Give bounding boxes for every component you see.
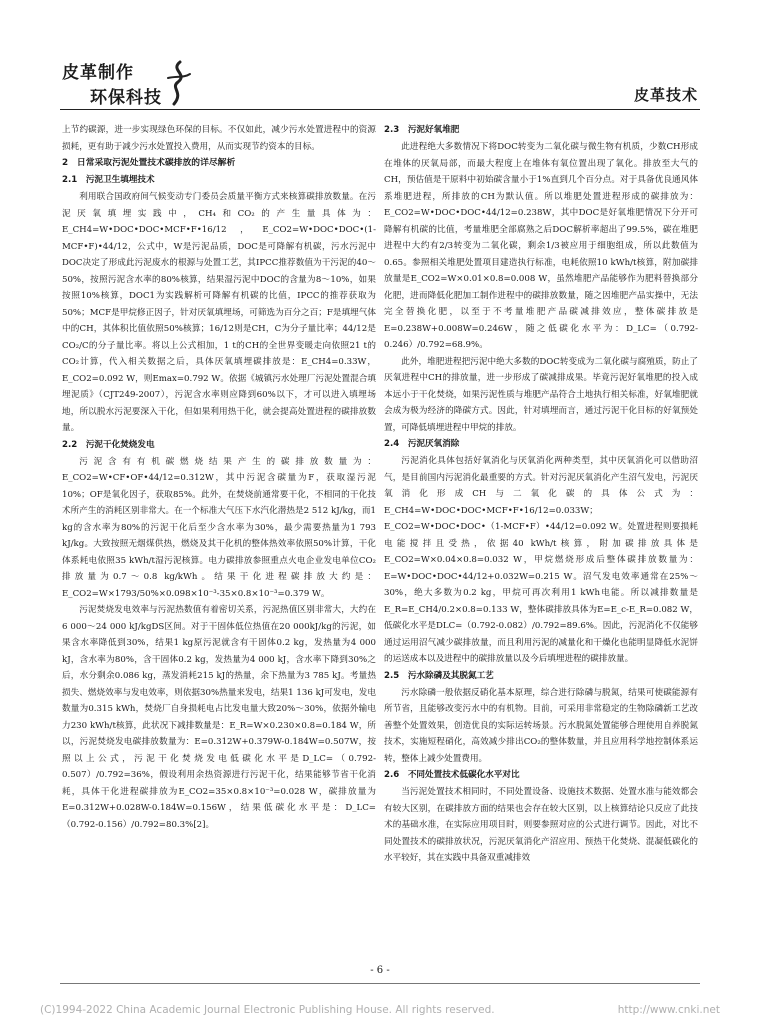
section-2-1-body: 利用联合国政府间气候变动专门委员会质量平衡方式来核算碳排放数量。在污泥厌氧填埋实践中，CH₄和CO₂的产生量具体为：E_CH4=W•DOC•DOC•MCF•F•16/12，E_CO2=W•DOC•DOC•(1-MCF•F)•44/12，公式中，W是污泥品质，DOC是可降解有机碳，污水污泥中DOC决定了形成此污泥废水的根源与处置工艺，其IPCC推荐数值为干污泥的40～50%，按照污泥含水率的80%核算，结果湿污泥中DOC的含量为8～10%，如果按照10%核算，DOC1为实践解析可降解有机碳的比值，IPCC的推荐获取为50%；MCF是甲烷修正因子，针对厌氧填埋场，可筛选为百分之百；F是填埋气体中的CH，其体积比值依照50%核算；16/12则是CH，C为分子量比率；44/12是CO₂/C的分子量比率。将以上公式相加，1 t的CH的全世界变暖走向依照21 t的CO₂计算，代入相关数据之后，具体厌氧填埋碳排放是：E_CH4=0.33W，E_CO2=0.092 W，则Emax=0.792 W。依据《城镇污水处理厂污泥处置混合填埋泥质》（CJT249-2007），污泥含水率则应降到60%以下，才可以进入填埋场地，所以脱水污泥要深入干化，但如果利用热干化，就会提高处置进程的碳排放数量。: [62, 192, 376, 433]
section-2-4-body: 污泥消化具体包括好氧消化与厌氧消化两种类型，其中厌氧消化可以借助沼气，是目前国内污泥消化最重要的方式。针对污泥厌氧消化产生沼气发电，污泥厌氧消化形成CH与二氧化碳的具体公式为：E_CH4=W•DOC•DOC•MCF•F•16/12=0.033W；E_CO2=W•DOC•DOC•（1-MCF•F）•44/12=0.092 W。处置进程则要损耗电能搅拌且受热，依据40 kWh/t核算，附加碳排放具体是E_CO2=W×0.04×0.8=0.032 W，甲烷燃烧形成后整体碳排放数量为：E=W•DOC•DOC•44/12+0.032W=0.215 W。沼气发电效率通常在25%～30%，绝大多数为0.2 kg，甲烷可再次利用1 kWh电能。所以减排数量是E_R=E_CH4/0.2×0.8=0.133 W，整体碳排放具体为E=E_c-E_R=0.082 W，低碳化水平是DLC=（0.792-0.082）/0.792=89.6%。因此，污泥消化不仅能够通过运用沼气减少碳排放量，而且利用污泥的减量化和干燥化也能明显降低水泥饼的运送成本以及进程中的碳排放量以及今后填埋进程的碳排放量。: [384, 456, 698, 664]
section-2-3-heading: 2.3 污泥好氧堆肥: [384, 125, 460, 135]
section-2-3-body-2: 此外，堆肥进程把污泥中绝大多数的DOC转变成为二氧化碳与腐殖质，防止了厌氧进程中CH的排放量，进一步形成了碳减排成果。毕竟污泥好氧堆肥的投入成本远小于干化焚烧，如果污泥性质与堆肥产品符合土地执行相关标准，好氧堆肥就会成为极为经济的降碳方式。因此，针对填埋而言，通过污泥干化目标的好氧预处置，可降低填埋进程中甲烷的排放。: [384, 356, 698, 433]
section-2-4-heading: 2.4 污泥厌氧消除: [384, 439, 460, 449]
section-2-5-body: 污水除磷一般依据反硝化基本原理，综合进行除磷与脱氮，结果可使碳能源有所节省，且能够改变污水中的有机物。目前，可采用非常稳定的生物除磷新工艺改善整个处置效果，创造优良的实际运转场景。污水脱氮处置能够合理使用自养脱氮技术，实施短程硝化，高效减少排出CO₂的整体数量，并且应用科学地控制体系运转，整体上减少处置费用。: [384, 687, 698, 764]
copyright-notice: (C)1994-2022 China Academic Journal Electronic Publishing House. All rights reserved.: [40, 1004, 495, 1016]
journal-logo: [62, 58, 202, 108]
section-2-6-heading: 2.6 不同处置技术低碳化水平对比: [384, 770, 520, 780]
journal-swirl-logo: [160, 60, 194, 106]
section-2-2-heading: 2.2 污泥干化焚烧发电: [62, 439, 155, 450]
section-2-5-heading: 2.5 污水除磷及其脱氮工艺: [384, 670, 494, 681]
cnki-url[interactable]: http://www.cnki.net: [617, 1004, 720, 1016]
right-column: [384, 122, 698, 977]
section-2-heading: 2 日常采取污泥处置技术碳排放的详尽解析: [62, 158, 236, 168]
page-number: - 6 -: [360, 965, 400, 976]
left-column: [62, 122, 376, 977]
header-rule: [60, 109, 700, 110]
section-2-2-body-1: 污泥含有有机碳燃烧结果产生的碳排放数量为：E_CO2=W•CF•OF•44/12=0.312W，其中污泥含碳量为F，获取湿污泥10%；OF是氧化因子，获取85%。此外，在焚烧前通常要干化，不相同的干化技术所产生的消耗区别非常大。在一个标准大气压下水汽化潜热是2 512 kJ/kg，而1 kg的含水率为80%的污泥干化后至少含水率为30%，最少需要热量为1 793 kJ/kg。大致按照无烟煤供热，燃烧及其干化机的整体热效率依照50%计算，干化体系耗电依照35 kWh/t湿污泥核算。电力碳排放参照重点火电企业发电单位CO₂排放量为0.7～0.8 kg/kWh。结果干化进程碳排放大约是：E_CO2=W×1793/50%×0.098×10⁻³-35×0.8×10⁻³=0.379 W。: [62, 456, 376, 599]
section-2-2-body-2: 污泥焚烧发电效率与污泥热数值有着密切关系，污泥热值区别非常大，大约在6 000～24 000 kJ/kgDS区间。对于干固体低位热值在20 000kJ/kg的污泥，如果含水率降低到30%，结果1 kg原污泥就含有干固体0.2 kg，发热量为4 000 kJ，含水率为80%，含干固体0.2 kg，发热量为4 000 kJ，含水率下降到30%之后，水分剩余0.086 kg，蒸发消耗215 kJ的热量，余下热量为3 785 kJ。考量热损失、燃烧效率与发电效率，则依据30%热量来发电，结果1 136 kJ可发电，发电数量为0.315 kWh，焚烧厂自身损耗电占比发电量大致20%～30%，依据外输电力230 kWh/t核算，此状况下减排数量是：E_R=W×0.230×0.8=0.184 W，所以，污泥焚烧发电碳排放数量为：E=0.312W+0.379W-0.184W=0.507W，按照以上公式，污泥干化焚烧发电低碳化水平是D_LC=（0.792-0.507）/0.792=36%，假设利用余热资源进行污泥干化，结果能够节省干化消耗，具体干化进程碳排放为E_CO2=35×0.8×10⁻³=0.028 W，碳排放量为E=0.312W+0.028W-0.184W=0.156W，结果低碳化水平是：D_LC=（0.792-0.156）/0.792=80.3%[2]。: [62, 605, 376, 830]
section-2-3-body-1: 此进程绝大多数情况下将DOC转变为二氧化碳与微生物有机质，少数CH形成在堆体的厌氧局部，而最大程度上在堆体有氧位置出现了氧化。排放至大气的CH，预估值是干原料中初始碳含量小于1%直到几个百分点。对于具备优良通风体系堆肥进程，所排放的CH为默认值。所以堆肥处置进程形成的碳排放为：E_CO2=W•DOC•DOC•44/12=0.238W，其中DOC是好氧堆肥情况下分开可降解有机碳的比值，考量堆肥全部腐熟之后DOC解析率超出了99.5%，碳在堆肥进程中大约有2/3转变为二氧化碳，剩余1/3被应用于细胞组成，所以此数值为0.65。参照相关堆肥处置项目建造执行标准，电耗依照10 kWh/t核算，附加碳排放量是E_CO2=W×0.01×0.8=0.008 W，虽然堆肥产品能够作为肥料替换部分化肥，进而降低化肥加工制作进程中的碳排放数量，随之因堆肥产品实操中，无法完全替换化肥，以至于不考量堆肥产品碳减排效应，整体碳排放是E=0.238W+0.008W=0.246W，随之低碳化水平为：D_LC=（0.792-0.246）/0.792=68.9%。: [384, 142, 698, 350]
intro-paragraph: 上节约碳源，进一步实现绿色环保的目标。不仅如此，减少污水处置进程中的资源损耗，更有助于减少污水处置投入费用，从而实现节约资本的目标。: [62, 125, 376, 152]
section-2-1-heading: 2.1 污泥卫生填埋技术: [62, 175, 155, 185]
section-2-6-body: 当污泥处置技术相同时，不同处置设备、设施技术数据、处置水准与能效都会有较大区别，在碳排放方面的结果也会存在较大区别，以上核算结论只反应了此技术的基础水准，在实际应用项目时，则要参照对应的公式进行调节。因此，对比不同处置技术的碳排放状况，污泥厌氧消化产沼应用、预热干化焚烧、混凝低碳化的水平较好，其在实践中具备双重减排效: [384, 787, 698, 863]
footer-rule: [60, 983, 700, 984]
section-label: 皮革技术: [633, 86, 698, 104]
journal-title-line2: 环保科技: [90, 88, 162, 108]
journal-title-line1: 皮革制作: [62, 63, 134, 83]
